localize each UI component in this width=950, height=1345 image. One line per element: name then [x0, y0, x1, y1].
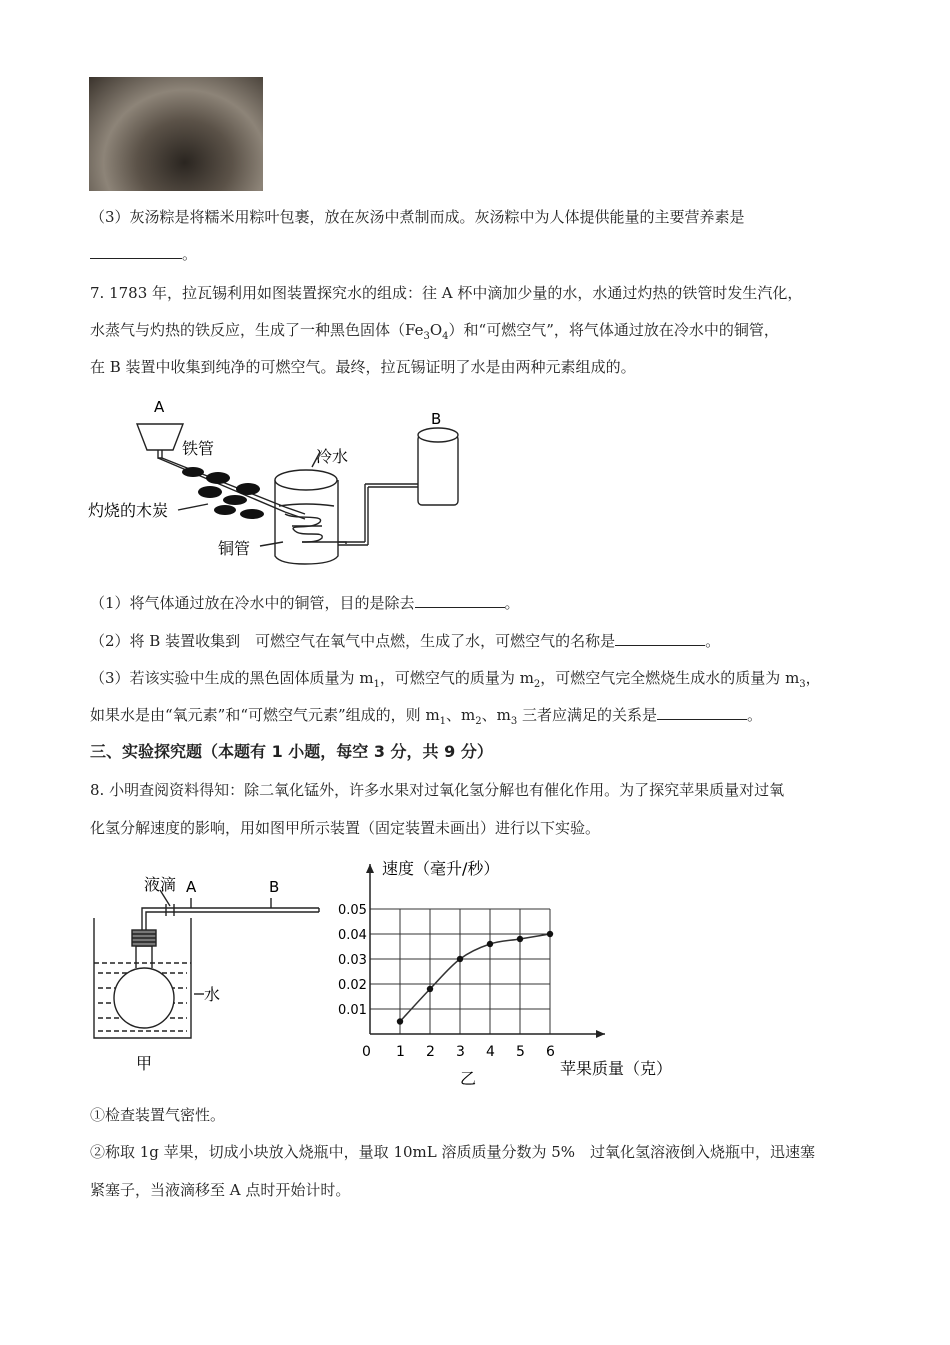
q7-part3-text-e: 如果水是由“氧元素”和“可燃空气元素”组成的，则 m: [90, 706, 440, 724]
chart-x-axis-label: 苹果质量（克）: [560, 1059, 673, 1078]
subscript: 4: [442, 331, 449, 342]
subscript: 2: [475, 716, 482, 727]
q7-intro-line2: [90, 320, 779, 347]
label-jia: 甲: [136, 1054, 153, 1073]
chart-y-tick-label: 0.03: [338, 953, 367, 968]
label-water: 水: [204, 985, 221, 1004]
label-droplet: 液滴: [144, 875, 177, 894]
subscript: 3: [510, 716, 518, 727]
chart-data-point: [397, 1018, 403, 1024]
label-iron-tube: 铁管: [182, 439, 215, 458]
q8-step2-text-2: 紧塞子，当液滴移至 A 点时开始计时。: [90, 1181, 351, 1199]
q8-intro-line2: [90, 818, 600, 838]
label-yi: 乙: [460, 1069, 477, 1088]
answer-blank[interactable]: [615, 631, 705, 646]
chart-x-tick-label: 3: [456, 1044, 465, 1060]
chart-x-axis-arrow: [596, 1030, 605, 1038]
label-cold-water: 冷水: [316, 447, 349, 466]
chart-x-tick-label: 4: [486, 1044, 495, 1060]
subscript: 3: [423, 331, 430, 342]
subscript: 3: [799, 679, 806, 690]
answer-blank[interactable]: [657, 705, 747, 720]
chart-data-point: [517, 936, 523, 942]
q8-step1-text: ①检查装置气密性。: [90, 1106, 226, 1124]
q8-intro-text-2: 化氢分解速度的影响，用如图甲所示装置（固定装置未画出）进行以下实验。: [90, 819, 601, 837]
chart-y-axis-label: 速度（毫升/秒）: [382, 859, 500, 878]
q8-intro-line1: [90, 780, 784, 800]
chart-data-point: [427, 986, 433, 992]
q7-part3-line1: [90, 668, 821, 695]
q7-part2: [90, 631, 720, 651]
charcoal-pieces: [182, 467, 264, 519]
q6-part3: [90, 207, 745, 227]
q7-part3-text-d: ，: [805, 669, 821, 687]
q7-part3-text-a: （3）若该实验中生成的黑色固体质量为 m: [90, 669, 374, 687]
q7-intro-line3: [90, 357, 636, 377]
q7-intro-text-3: 在 B 装置中收集到纯净的可燃空气。最终，拉瓦锡证明了水是由两种元素组成的。: [90, 358, 636, 376]
chart-y-tick-label: 0.02: [338, 978, 367, 993]
chart-data-point: [547, 931, 553, 937]
period: 。: [747, 706, 763, 724]
chart-series-line: [400, 934, 550, 1022]
q6-part3-answer: [90, 244, 197, 264]
subscript: 2: [533, 679, 541, 690]
speed-vs-apple-mass-chart: [330, 852, 700, 1092]
q7-intro-line1: [90, 283, 802, 303]
label-a: A: [154, 398, 165, 416]
subscript: 1: [373, 679, 380, 690]
answer-blank[interactable]: [415, 593, 505, 608]
q7-intro-text-1: 7. 1783 年，拉瓦锡利用如图装置探究水的组成：往 A 杯中滴加少量的水，水通过灼热的铁管时发生汽化，: [90, 284, 803, 302]
q8-step1: [90, 1105, 225, 1125]
q8-step2-text-1: ②称取 1g 苹果，切成小块放入烧瓶中，量取 10mL 溶质质量分数为 5% 过氧化氢溶液倒入烧瓶中，迅速塞: [90, 1143, 816, 1161]
label-b: B: [431, 410, 442, 428]
q7-part3-text-b: ，可燃空气的质量为 m: [379, 669, 534, 687]
subscript: 1: [439, 716, 447, 727]
q7-part1: [90, 593, 520, 613]
label-burning-charcoal: 灼烧的木炭: [88, 501, 169, 520]
chart-y-axis-arrow: [366, 864, 374, 873]
q7-intro-text-2c: ）和“可燃空气”，将气体通过放在冷水中的铜管，: [448, 321, 779, 339]
label-a: A: [186, 878, 197, 896]
chart-y-tick-label: 0.01: [338, 1003, 367, 1018]
q8-intro-text-1: 8. 小明查阅资料得知：除二氧化锰外，许多水果对过氧化氢分解也有催化作用。为了探究苹果质量对过氧: [90, 781, 785, 799]
chart-y-tick-label: 0.04: [338, 928, 367, 943]
chart-data-point: [487, 941, 493, 947]
q7-part3-text-g: 、m: [481, 706, 511, 724]
q7-intro-text-2a: 水蒸气与灼热的铁反应，生成了一种黑色固体（Fe: [90, 321, 424, 339]
lavoisier-apparatus-diagram: [80, 392, 480, 582]
q7-part3-text-h: 三者应满足的关系是: [517, 706, 658, 724]
section-heading: 三、实验探究题（本题有 1 小题，每空 3 分，共 9 分）: [90, 742, 493, 761]
label-copper-tube: 铜管: [218, 539, 251, 558]
q6-part3-text: （3）灰汤粽是将糯米用粽叶包裹，放在灰汤中煮制而成。灰汤粽中为人体提供能量的主要营养素是: [90, 208, 745, 226]
chart-y-tick-label: 0.05: [338, 903, 367, 918]
q7-part2-text: （2）将 B 装置收集到 可燃空气在氧气中点燃，生成了水，可燃空气的名称是: [90, 632, 616, 650]
chart-data-point: [457, 956, 463, 962]
q7-intro-text-2b: O: [429, 321, 443, 339]
q8-step2-line1: [90, 1142, 815, 1162]
q8-step2-line2: [90, 1180, 350, 1200]
chart-x-tick-label: 6: [546, 1044, 555, 1060]
apparatus-jia-diagram: [86, 868, 326, 1078]
q7-part1-text: （1）将气体通过放在冷水中的铜管，目的是除去: [90, 594, 415, 612]
chart-x-tick-label: 5: [516, 1044, 525, 1060]
label-b: B: [269, 878, 280, 896]
period: 。: [504, 594, 520, 612]
q7-part3-line2: [90, 705, 762, 732]
ash-soup-photo: [89, 77, 263, 191]
period: 。: [705, 632, 721, 650]
q7-part3-text-c: ，可燃空气完全燃烧生成水的质量为 m: [540, 669, 800, 687]
chart-x-tick-label: 0: [362, 1044, 371, 1060]
answer-blank[interactable]: [90, 244, 182, 259]
period: 。: [182, 245, 198, 263]
chart-x-tick-label: 2: [426, 1044, 435, 1060]
q7-part3-text-f: 、m: [446, 706, 476, 724]
chart-x-tick-label: 1: [396, 1044, 405, 1060]
